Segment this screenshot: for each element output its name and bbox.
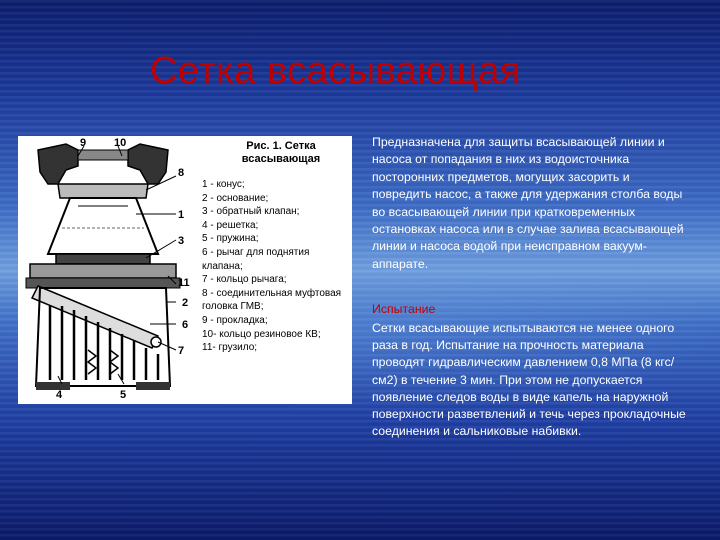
callout-2: 2 [182, 297, 189, 309]
legend-item: 4 - решетка; [202, 219, 259, 231]
testing-heading: Испытание [372, 302, 436, 316]
legend-item: 10- кольцо резиновое КВ; [202, 328, 321, 340]
slide-title: Сетка всасывающая [150, 50, 521, 92]
callout-11: 11 [178, 277, 190, 289]
callout-10: 10 [114, 137, 127, 149]
callout-3: 3 [178, 235, 185, 247]
parts-legend [202, 178, 350, 355]
figure-panel [18, 136, 352, 404]
legend-item: 1 - конус; [202, 179, 245, 190]
legend-item: 9 - прокладка; [202, 314, 268, 326]
callout-5: 5 [120, 389, 127, 401]
callout-9: 9 [80, 137, 87, 149]
legend-item: 3 - обратный клапан; [202, 206, 300, 218]
legend-item: 7 - кольцо рычага; [202, 274, 287, 286]
legend-item: 6 - рычаг для поднятия клапана; [202, 246, 310, 272]
callout-6: 6 [182, 319, 189, 331]
testing-text: Сетки всасывающие испытываются не менее одного раза в год. Испытание на прочность материала проводят гидравлическим давлением 0,8 МПа (8 кгс/см2) в течение 3 мин. При этом не допускается появление следов воды в виде капель на наружной поверхности разветвлений и течь через прокладочные соединения и сальниковые набивки. [372, 321, 686, 439]
figure-caption: Рис. 1. Сетка всасывающая [241, 140, 321, 165]
legend-item: 5 - пружина; [202, 233, 259, 245]
callout-4: 4 [56, 389, 63, 401]
legend-item: 8 - соединительная муфтовая головка ГМВ; [202, 287, 342, 313]
purpose-description: Предназначена для защиты всасывающей линии и насоса от попадания в них из водоисточника посторонних предметов, могущих засорить и повредить насос, а также для удержания столба воды во всасывающей линии при кратковременных остановках насоса или в случае залива всасывающей линии и насоса водой при неисправном вакуум-аппарате. [372, 135, 684, 271]
suction-strainer-diagram [18, 136, 208, 404]
callout-1: 1 [178, 209, 185, 221]
legend-item: 11- грузило; [202, 342, 258, 354]
legend-item: 2 - основание; [202, 192, 269, 204]
callout-7: 7 [178, 345, 185, 357]
callout-8: 8 [178, 167, 185, 179]
